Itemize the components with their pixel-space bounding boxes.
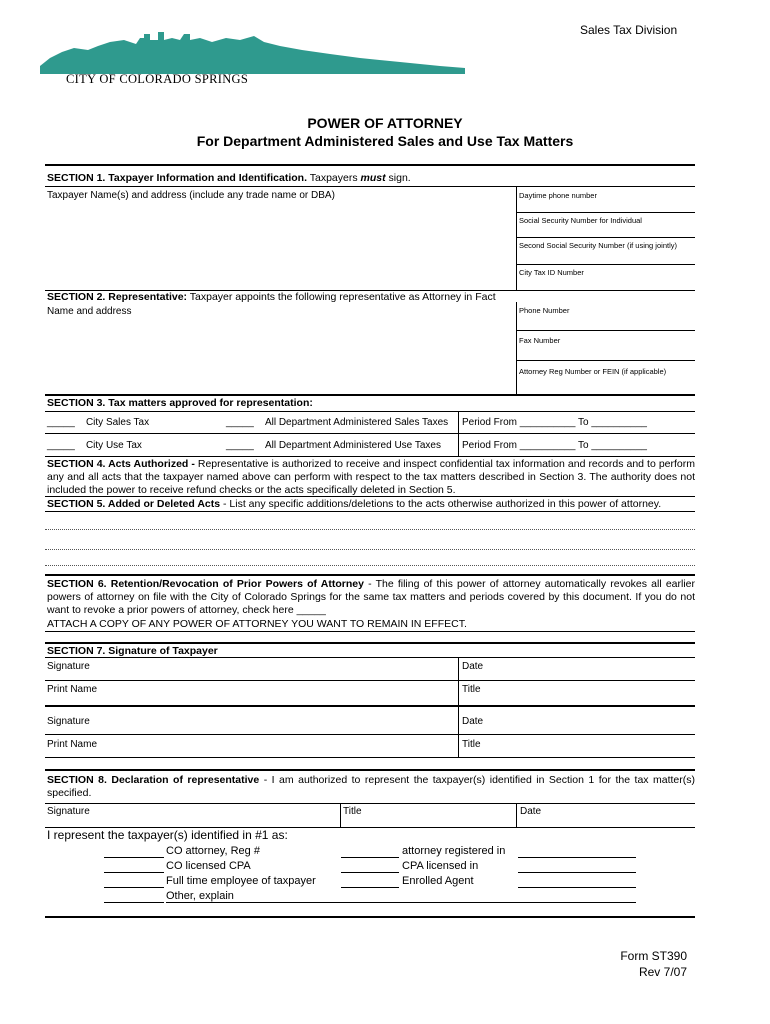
all-sales-taxes-check[interactable]: _____ All Department Administered Sales Taxes bbox=[226, 417, 449, 428]
attorney-state-field[interactable] bbox=[518, 857, 636, 858]
other-label: Other, explain bbox=[166, 890, 234, 902]
co-attorney-check[interactable] bbox=[104, 857, 164, 858]
form-subtitle: For Department Administered Sales and Use Tax Matters bbox=[196, 133, 574, 149]
section3-heading: SECTION 3. Tax matters approved for representation: bbox=[47, 397, 313, 409]
other-check[interactable] bbox=[104, 902, 164, 903]
co-attorney-label: CO attorney, Reg # bbox=[166, 845, 260, 857]
co-cpa-check[interactable] bbox=[104, 872, 164, 873]
rep-signature-field[interactable]: Signature bbox=[47, 806, 90, 817]
section2-heading: SECTION 2. Representative: Taxpayer appoints the following representative as Attorney in Fact bbox=[47, 291, 496, 303]
form-title: POWER OF ATTORNEY bbox=[307, 115, 463, 131]
all-use-taxes-check[interactable]: _____ All Department Administered Use Taxes bbox=[226, 440, 441, 451]
division-label: Sales Tax Division bbox=[580, 23, 678, 37]
rep-date-field[interactable]: Date bbox=[520, 806, 542, 817]
employee-check[interactable] bbox=[104, 887, 164, 888]
section7-heading: SECTION 7. Signature of Taxpayer bbox=[47, 645, 218, 657]
ssn-field[interactable]: Social Security Number for Individual bbox=[519, 216, 642, 225]
taxpayer-title-field[interactable]: Title bbox=[462, 684, 481, 695]
section4-text: SECTION 4. Acts Authorized - Representative is authorized to receive and inspect confidential tax information and records and to perform any and all acts that the taxpayer named above can perform with respect to the tax matters described in Section 3. The authority does not included the power to receive refund checks or the acts specifically deleted in Section 5. bbox=[47, 458, 695, 496]
divider bbox=[45, 164, 695, 166]
attorney-reg-check[interactable] bbox=[341, 857, 399, 858]
represent-label: I represent the taxpayer(s) identified in #1 as: bbox=[47, 828, 288, 842]
co-cpa-label: CO licensed CPA bbox=[166, 860, 251, 872]
acts-line[interactable] bbox=[45, 549, 695, 550]
enrolled-agent-label: Enrolled Agent bbox=[402, 875, 474, 887]
taxpayer2-title-field[interactable]: Title bbox=[462, 739, 481, 750]
section1-heading: SECTION 1. Taxpayer Information and Identification. Taxpayers must sign. bbox=[47, 172, 411, 184]
employee-label: Full time employee of taxpayer bbox=[166, 875, 316, 887]
attach-notice: ATTACH A COPY OF ANY POWER OF ATTORNEY YOU WANT TO REMAIN IN EFFECT. bbox=[47, 618, 467, 630]
form-number: Form ST390 bbox=[620, 949, 687, 963]
cpa-state-field[interactable] bbox=[518, 872, 636, 873]
other-explain-field[interactable] bbox=[166, 902, 636, 903]
sales-period-field[interactable]: Period From __________ To __________ bbox=[462, 417, 647, 428]
city-tax-id-field[interactable]: City Tax ID Number bbox=[519, 268, 584, 277]
taxpayer2-print-name-field[interactable]: Print Name bbox=[47, 739, 98, 750]
second-ssn-field[interactable]: Second Social Security Number (if using jointly) bbox=[519, 241, 677, 250]
representative-name-field[interactable]: Name and address bbox=[47, 306, 132, 317]
enrolled-agent-check[interactable] bbox=[341, 887, 399, 888]
taxpayer-signature-field[interactable]: Signature bbox=[47, 661, 90, 672]
city-name: CITY OF COLORADO SPRINGS bbox=[66, 72, 249, 86]
section8-text: SECTION 8. Declaration of representative - I am authorized to represent the taxpayer(s) identified in Section 1 for the tax matter(s) specified. bbox=[47, 774, 696, 799]
city-use-tax-check[interactable]: _____ City Use Tax bbox=[47, 440, 142, 451]
cpa-licensed-check[interactable] bbox=[341, 872, 399, 873]
taxpayer2-signature-field[interactable]: Signature bbox=[47, 716, 90, 727]
taxpayer-print-name-field[interactable]: Print Name bbox=[47, 684, 98, 695]
taxpayer2-date-field[interactable]: Date bbox=[462, 716, 484, 727]
taxpayer-name-field[interactable]: Taxpayer Name(s) and address (include any trade name or DBA) bbox=[47, 190, 335, 201]
attorney-reg-field[interactable]: Attorney Reg Number or FEIN (if applicable) bbox=[519, 367, 667, 376]
city-skyline-logo bbox=[40, 28, 470, 76]
rep-fax-field[interactable]: Fax Number bbox=[519, 336, 561, 345]
taxpayer-date-field[interactable]: Date bbox=[462, 661, 484, 672]
city-sales-tax-check[interactable]: _____ City Sales Tax bbox=[47, 417, 150, 428]
acts-line[interactable] bbox=[45, 565, 695, 566]
section5-text: SECTION 5. Added or Deleted Acts - List any specific additions/deletions to the acts otherwise authorized in this power of attorney. bbox=[47, 498, 662, 510]
acts-line[interactable] bbox=[45, 529, 695, 530]
form-revision: Rev 7/07 bbox=[638, 965, 687, 979]
section6-text: SECTION 6. Retention/Revocation of Prior Powers of Attorney - The filing of this power of attorney automatically revokes all earlier powers of attorney on file with the City of Colorado Springs for the same tax matters and periods covered by this document. If you do not want to revoke a prior powers of attorney, check here _____ bbox=[47, 578, 696, 616]
enrolled-field[interactable] bbox=[518, 887, 636, 888]
daytime-phone-field[interactable]: Daytime phone number bbox=[519, 191, 597, 200]
attorney-reg-label: attorney registered in bbox=[402, 845, 506, 857]
rep-title-field[interactable]: Title bbox=[343, 806, 362, 817]
rep-phone-field[interactable]: Phone Number bbox=[519, 306, 570, 315]
cpa-licensed-label: CPA licensed in bbox=[402, 860, 479, 872]
use-period-field[interactable]: Period From __________ To __________ bbox=[462, 440, 647, 451]
